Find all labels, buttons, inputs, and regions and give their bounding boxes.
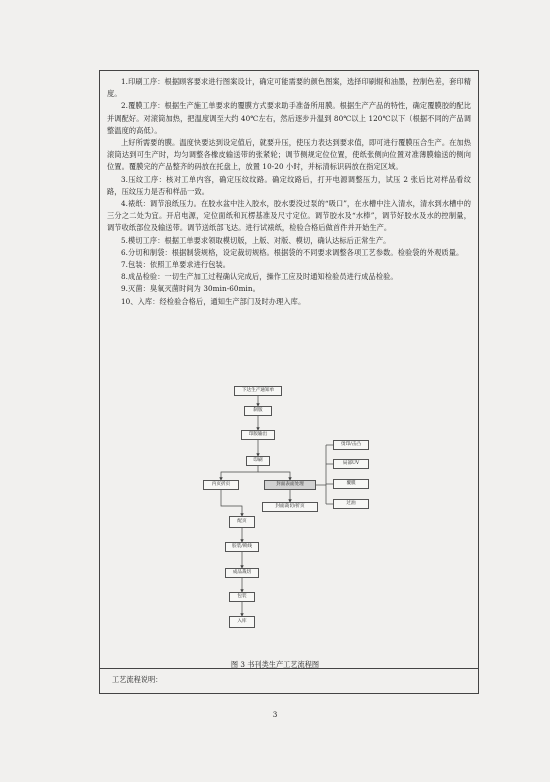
para-inspection: 8.成品检验：一切生产加工过程确认完成后，操作工应及时通知检验员进行成品检验。	[121, 272, 398, 282]
para-laminating-detail: 上好所需要的膜。温度快要达到设定值后，就要升压，使压力表达到要求值，即可进行覆膜压合生产。在加热滚筒达到可生产时，均匀调整各橡皮输送带的张紧轮；调节侧规定位位置，使纸张侧向位置对准薄膜输送的侧向位置。覆膜完的产品整齐的码放在托盘上，放置 10-20 小时，并标清标识码放在指定区域。	[107, 138, 471, 172]
flow-pack: 包装	[229, 592, 255, 602]
flow-finish-1: 烫印/击凸	[333, 440, 369, 450]
para-laminating: 2.覆膜工序：根据生产施工单要求的覆膜方式要求助手准备所用膜。根据生产产品的特性，确定覆膜胶的配比并调配好。对滚筒加热，把温度调至大约 40℃左右，然后逐步升温到 80℃以上 120℃以下（根据不同的产品调整温度的高低）。	[107, 101, 471, 135]
para-mounting: 4.裱纸：调节浪纸压力。在胶水盆中注入胶水，胶水要没过泵的“吸口”，在水槽中注入清水，清水到水槽中的三分之二处为宜。开启电源，定位面纸和瓦楞基准及尺寸定位。调节胶水及“水棒”，调节好胶水及水的控制量，调节收纸部位及输送带。调节送纸部飞达。进行试裱纸，检验合格后做首件并开始生产。	[107, 199, 471, 233]
flow-finish-2: 局部UV	[333, 459, 369, 469]
para-sterilization: 9.灭菌：臭氧灭菌时间为 30min-60min。	[121, 284, 260, 294]
page-number: 3	[272, 710, 278, 719]
para-printing: 1.印刷工序：根据顾客要求进行图案设计，确定可能需要的颜色图案，选择印刷辊和油墨，控制色差，套印精度。	[107, 77, 471, 99]
process-notes-label: 工艺流程说明：	[112, 675, 163, 684]
para-storage: 10、入库：经检验合格后，通知生产部门及时办理入库。	[121, 296, 306, 306]
flow-cover-cut: 封面裁切/折页	[262, 502, 318, 512]
para-packing: 7.包装：依照工单要求进行包装。	[121, 260, 231, 270]
para-bag-making: 6.分切和制袋：根据制袋规格，设定裁切规格。根据袋的不同要求调整各项工艺参数。检验袋的外观质量。	[121, 247, 464, 257]
flow-inner-fold: 内页折页	[203, 480, 239, 490]
flow-print-proof: 印版输出	[241, 430, 275, 440]
flow-plate: 制版	[244, 406, 272, 416]
flow-bind: 胶装/锁线	[225, 542, 259, 552]
flow-start: 下达生产通知单	[234, 386, 282, 396]
para-embossing: 3.压纹工序：核对工单内容，确定压纹纹路。确定纹路后，打开电源调整压力，试压 2 张后比对样品看纹路，压纹压力是否和样品一致。	[107, 174, 471, 196]
flow-store: 入库	[229, 616, 255, 628]
flow-finish-3: 覆膜	[333, 479, 369, 489]
para-die-cutting: 5.模切工序：根据工单要求领取模切版，上版、对版、模切，确认达标后正常生产。	[121, 235, 391, 245]
flow-finish-4: 过油	[333, 499, 369, 509]
figure-caption: 图 3 书刊类生产工艺流程图	[230, 660, 320, 669]
flow-trim: 成品裁切	[225, 568, 259, 578]
flow-cover-finish: 封面表面处理	[264, 480, 316, 490]
flow-print: 印刷	[246, 456, 270, 466]
flow-collate: 配页	[229, 516, 255, 528]
